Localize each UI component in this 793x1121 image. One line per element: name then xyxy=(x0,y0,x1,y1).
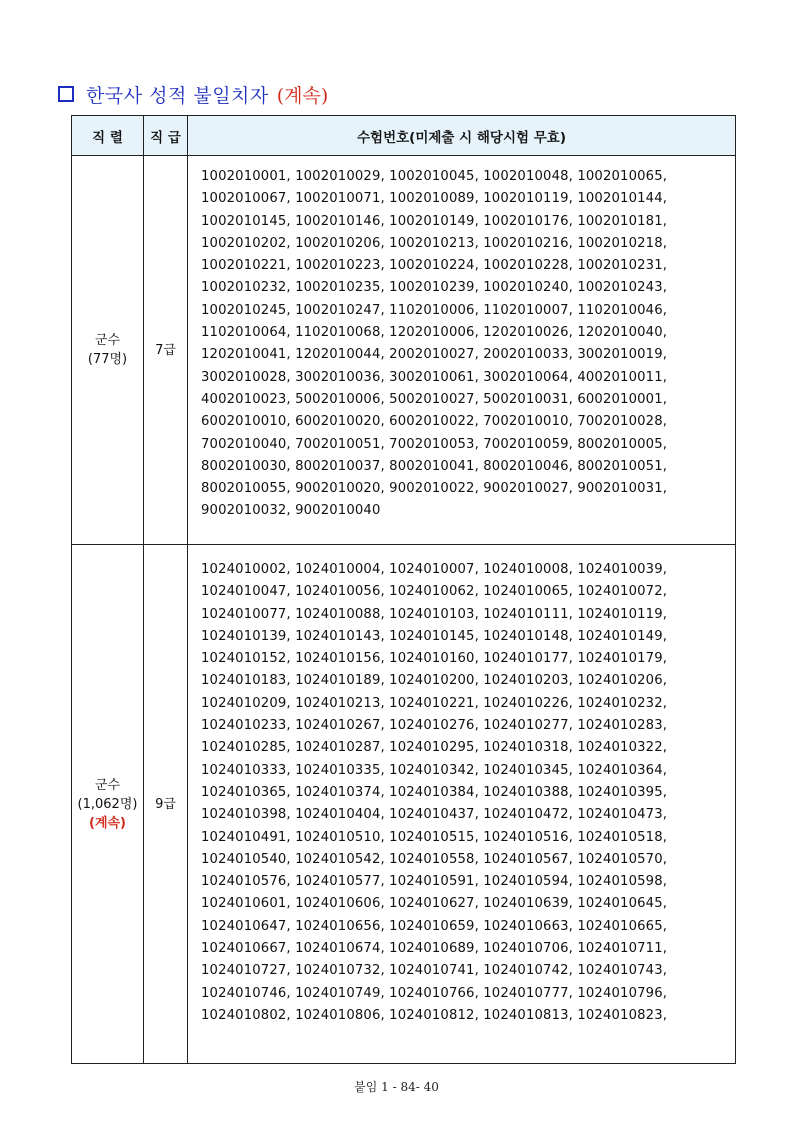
header-series: 직 렬 xyxy=(72,116,144,156)
page-footer: 붙임 1 - 84- 40 xyxy=(354,1080,439,1094)
exam-numbers-line: 1102010064, 1102010068, 1202010006, 1202010026, 1202010040, xyxy=(201,325,668,341)
header-grade: 직 급 xyxy=(144,116,188,156)
exam-numbers-line: 1024010285, 1024010287, 1024010295, 1024010318, 1024010322, xyxy=(201,740,668,756)
exam-numbers-line: 1024010365, 1024010374, 1024010384, 1024010388, 1024010395, xyxy=(201,784,668,800)
exam-numbers-line: 1024010491, 1024010510, 1024010515, 1024010516, 1024010518, xyxy=(201,829,668,845)
exam-numbers-line: 1024010802, 1024010806, 1024010812, 1024010813, 1024010823, xyxy=(201,1007,668,1023)
exam-numbers-line: 1202010041, 1202010044, 2002010027, 2002010033, 3002010019, xyxy=(201,347,668,363)
grade-cell: 9급 xyxy=(144,545,188,1064)
exam-numbers-line: 3002010028, 3002010036, 3002010061, 3002010064, 4002010011, xyxy=(201,369,668,385)
exam-numbers-line: 1024010139, 1024010143, 1024010145, 1024010148, 1024010149, xyxy=(201,628,668,644)
exam-numbers-line: 1024010398, 1024010404, 1024010437, 1024010472, 1024010473, xyxy=(201,807,668,823)
exam-numbers-line: 7002010040, 7002010051, 7002010053, 7002010059, 8002010005, xyxy=(201,436,668,452)
series-cell xyxy=(72,545,144,1064)
exam-numbers-line: 1002010202, 1002010206, 1002010213, 1002010216, 1002010218, xyxy=(201,235,668,251)
exam-numbers-line: 1024010746, 1024010749, 1024010766, 1024010777, 1024010796, xyxy=(201,985,668,1001)
exam-numbers-line: 1024010727, 1024010732, 1024010741, 1024010742, 1024010743, xyxy=(201,963,668,979)
exam-numbers-line: 6002010010, 6002010020, 6002010022, 7002010010, 7002010028, xyxy=(201,414,668,430)
series-count: (77명) xyxy=(87,352,128,367)
exam-numbers-line: 1002010001, 1002010029, 1002010045, 1002010048, 1002010065, xyxy=(201,169,668,184)
series-continued: (계속) xyxy=(89,815,126,831)
exam-numbers-line: 1002010145, 1002010146, 1002010149, 1002010176, 1002010181, xyxy=(201,213,668,229)
exam-numbers-line: 1024010667, 1024010674, 1024010689, 1024010706, 1024010711, xyxy=(201,941,668,957)
exam-numbers-line: 1024010047, 1024010056, 1024010062, 1024010065, 1024010072, xyxy=(201,584,668,600)
exam-numbers-line: 1002010232, 1002010235, 1002010239, 1002010240, 1002010243, xyxy=(201,280,668,296)
exam-numbers-line: 1024010152, 1024010156, 1024010160, 1024010177, 1024010179, xyxy=(201,651,668,667)
series-cell xyxy=(72,156,144,545)
exam-numbers-line: 4002010023, 5002010006, 5002010027, 5002010031, 6002010001, xyxy=(201,391,668,407)
exam-numbers-line: 9002010032, 9002010040 xyxy=(201,503,381,519)
exam-numbers-line: 1024010333, 1024010335, 1024010342, 1024010345, 1024010364, xyxy=(201,762,668,778)
section-title-continued: (계속) xyxy=(276,84,329,107)
grade-cell: 7급 xyxy=(144,156,188,545)
checkbox-square-icon xyxy=(58,86,74,102)
exam-numbers-line: 1024010601, 1024010606, 1024010627, 1024010639, 1024010645, xyxy=(201,896,668,912)
exam-numbers-cell xyxy=(188,545,736,1064)
exam-numbers-line: 1002010221, 1002010223, 1002010224, 1002010228, 1002010231, xyxy=(201,258,668,274)
table-header-row xyxy=(72,116,736,156)
exam-numbers-line: 1002010067, 1002010071, 1002010089, 1002010119, 1002010144, xyxy=(201,191,668,207)
exam-numbers-line: 1024010647, 1024010656, 1024010659, 1024010663, 1024010665, xyxy=(201,918,668,934)
exam-numbers-line: 1024010576, 1024010577, 1024010591, 1024010594, 1024010598, xyxy=(201,874,668,890)
exam-numbers-line: 1002010245, 1002010247, 1102010006, 1102010007, 1102010046, xyxy=(201,302,668,318)
table-row xyxy=(72,156,736,545)
exam-numbers-line: 1024010209, 1024010213, 1024010221, 1024010226, 1024010232, xyxy=(201,695,668,711)
table-row xyxy=(72,545,736,1064)
series-name: 군수 xyxy=(94,333,121,348)
section-title-text: 한국사 성적 불일치자 xyxy=(86,84,269,107)
score-mismatch-table xyxy=(71,115,736,1064)
exam-numbers-line: 1024010002, 1024010004, 1024010007, 1024010008, 1024010039, xyxy=(201,562,668,577)
exam-numbers-line: 1024010233, 1024010267, 1024010276, 1024010277, 1024010283, xyxy=(201,718,668,734)
header-exam-numbers: 수험번호(미제출 시 해당시험 무효) xyxy=(188,116,736,156)
series-name: 군수 xyxy=(94,777,121,793)
series-count: (1,062명) xyxy=(77,796,138,812)
exam-numbers-line: 1024010077, 1024010088, 1024010103, 1024010111, 1024010119, xyxy=(201,606,668,622)
exam-numbers-cell xyxy=(188,156,736,545)
exam-numbers-line: 1024010540, 1024010542, 1024010558, 1024010567, 1024010570, xyxy=(201,851,668,867)
section-title xyxy=(58,80,328,108)
exam-numbers-line: 8002010055, 9002010020, 9002010022, 9002010027, 9002010031, xyxy=(201,481,668,497)
exam-numbers-line: 8002010030, 8002010037, 8002010041, 8002010046, 8002010051, xyxy=(201,458,668,474)
exam-numbers-line: 1024010183, 1024010189, 1024010200, 1024010203, 1024010206, xyxy=(201,673,668,689)
